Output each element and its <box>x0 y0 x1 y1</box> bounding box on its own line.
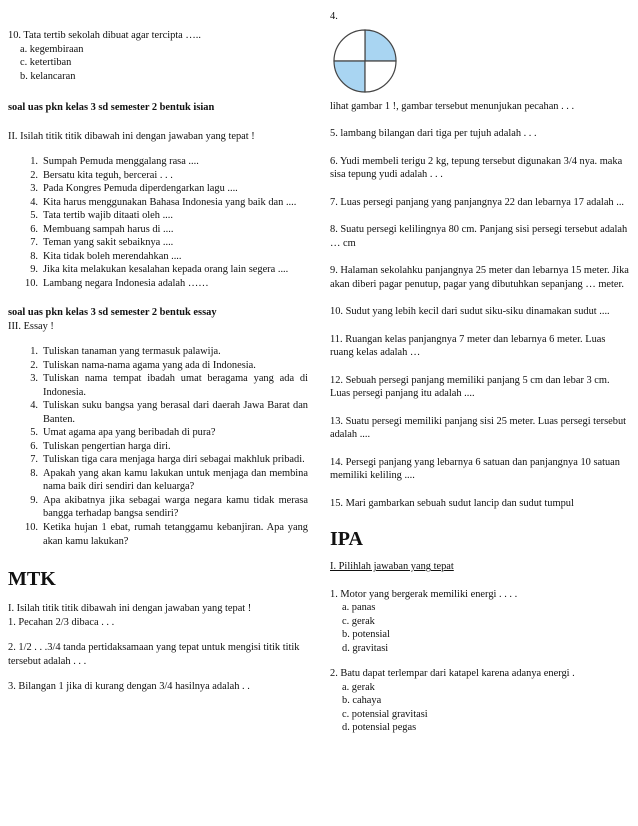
mtk-question-1: 1. Pecahan 2/3 dibaca . . . <box>8 616 115 628</box>
list-item-number: 3. <box>30 183 38 195</box>
list-item-text: Tuliskan tanaman yang termasuk palawija. <box>43 346 221 358</box>
mtk-question-6: 6. Yudi membeli terigu 2 kg, tepung tersebut digunakan 3/4 nya. maka sisa tepung yudi adalah . . . <box>330 155 623 181</box>
isian-instruction: II. Isilah titik titik dibawah ini dengan jawaban yang tepat ! <box>8 130 255 142</box>
list-item-text: Tuliskan pengertian harga diri. <box>43 440 171 452</box>
ipa-q1-option-d: d. gravitasi <box>342 642 389 654</box>
ipa-question-2: 2. Batu dapat terlempar dari katapel karena adanya energi . <box>330 668 575 680</box>
mtk-instruction: I. Isilah titik titik dibawah ini dengan jawaban yang tepat ! <box>8 603 252 615</box>
list-item-number: 10. <box>25 521 38 533</box>
list-item-number: 1. <box>30 346 38 358</box>
list-item <box>16 372 308 399</box>
list-item-number: 9. <box>30 494 38 506</box>
list-item-number: 5. <box>30 427 38 439</box>
mtk-question-13: 13. Suatu persegi memiliki panjang sisi 25 meter. Luas persegi tersebut adalah .... <box>330 415 627 441</box>
ipa-q2-option-d: d. potensial pegas <box>342 722 417 734</box>
list-item-number: 2. <box>30 359 38 371</box>
mtk-question-5: 5. lambang bilangan dari tiga per tujuh adalah . . . <box>330 128 537 140</box>
mtk-question-8: 8. Suatu persegi kelilingnya 80 cm. Panjang sisi persegi tersebut adalah … cm <box>330 224 628 249</box>
list-item-number: 4. <box>30 400 38 412</box>
list-item <box>16 250 308 264</box>
list-item-text: Tata tertib wajib ditaati oleh .... <box>43 210 173 222</box>
list-item <box>16 494 308 521</box>
list-item <box>16 223 308 237</box>
list-item <box>16 155 308 169</box>
ipa-q1-option-c: c. gerak <box>342 615 375 627</box>
list-item-text: Kita harus menggunakan Bahasa Indonesia yang baik dan .... <box>43 196 297 208</box>
list-item-number: 6. <box>30 223 38 235</box>
pkn-q10-option-b: b. kelancaran <box>20 70 76 82</box>
pkn-q10-question: 10. Tata tertib sekolah dibuat agar tercipta ….. <box>8 30 201 41</box>
list-item <box>16 426 308 440</box>
circle-quarter-bottom-right <box>365 61 396 92</box>
list-item <box>16 169 308 183</box>
ipa-q1-option-a: a. panas <box>342 602 376 614</box>
essay-instruction: III. Essay ! <box>8 320 54 332</box>
list-item-number: 3. <box>30 373 38 385</box>
mtk-heading: MTK <box>8 568 56 591</box>
ipa-q2-option-c: c. potensial gravitasi <box>342 708 428 720</box>
ipa-q2-option-a: a. gerak <box>342 681 375 693</box>
mtk-question-9: 9. Halaman sekolahku panjangnya 25 meter dan lebarnya 15 meter. Jika akan diberi pagar penutup, pagar yang dibutuhkan sepanjang … meter. <box>330 265 629 290</box>
list-item-number: 8. <box>30 250 38 262</box>
list-item-number: 2. <box>30 169 38 181</box>
list-item-number: 9. <box>30 264 38 276</box>
ipa-q2-option-b: b. cahaya <box>342 695 382 707</box>
list-item-text: Ketika hujan 1 ebat, rumah tetanggamu kebanjiran. Apa yang akan kamu lakukan? <box>43 521 308 547</box>
list-item <box>16 277 308 291</box>
essay-list <box>16 345 308 548</box>
essay-section-title: soal uas pkn kelas 3 sd semester 2 bentuk essay <box>8 307 217 319</box>
list-item <box>16 182 308 196</box>
list-item-text: Sumpah Pemuda menggalang rasa .... <box>43 156 199 168</box>
list-item-text: Teman yang sakit sebaiknya .... <box>43 237 174 249</box>
ipa-instruction: I. Pilihlah jawaban yang tepat <box>330 561 454 573</box>
mtk-question-2: 2. 1/2 . . .3/4 tanda pertidaksamaan yang tepat untuk mengisi titik titik tersebut adalah . . . <box>8 642 300 667</box>
list-item <box>16 359 308 373</box>
list-item <box>16 263 308 277</box>
list-item <box>16 453 308 467</box>
list-item <box>16 440 308 454</box>
list-item-text: Umat agama apa yang beribadah di pura? <box>43 427 216 439</box>
circle-quarter-top-left <box>334 30 365 61</box>
list-item-text: Tuliskan suku bangsa yang berasal dari daerah Jawa Barat dan Banten. <box>43 400 308 425</box>
list-item-text: Membuang sampah harus di .... <box>43 223 174 235</box>
mtk-question-11: 11. Ruangan kelas panjangnya 7 meter dan lebarnya 6 meter. Luas ruang kelas adalah … <box>330 333 606 359</box>
mtk-question-3: 3. Bilangan 1 jika di kurang dengan 3/4 hasilnya adalah . . <box>8 681 250 693</box>
pkn-q10-option-c: c. ketertiban <box>20 57 72 69</box>
ipa-q1-option-b: b. potensial <box>342 629 390 641</box>
list-item <box>16 345 308 359</box>
list-item-number: 6. <box>30 440 38 452</box>
ipa-question-1: 1. Motor yang bergerak memiliki energi . . . . <box>330 588 518 600</box>
list-item-text: Tuliskan nama tempat ibadah umat beragama yang ada di Indonesia. <box>43 373 308 398</box>
list-item-text: Pada Kongres Pemuda diperdengarkan lagu .... <box>43 183 238 195</box>
list-item <box>16 209 308 223</box>
mtk-question-4-number: 4. <box>330 11 338 22</box>
list-item-text: Jika kita melakukan kesalahan kepada orang lain segera .... <box>43 264 289 276</box>
left-column <box>8 0 308 694</box>
list-item-text: Tuliskan tiga cara menjaga harga diri sebagai makhluk pribadi. <box>43 454 305 466</box>
pkn-q10-option-a: a. kegembiraan <box>20 43 84 55</box>
list-item-number: 7. <box>30 454 38 466</box>
mtk-question-10: 10. Sudut yang lebih kecil dari sudut siku-siku dinamakan sudut .... <box>330 306 610 318</box>
list-item-number: 10. <box>25 277 38 289</box>
list-item-text: Lambang negara Indonesia adalah …… <box>43 277 209 289</box>
list-item-text: Kita tidak boleh merendahkan .... <box>43 250 182 262</box>
isian-list <box>16 155 308 290</box>
mtk-question-15: 15. Mari gambarkan sebuah sudut lancip dan sudut tumpul <box>330 497 574 509</box>
mtk-question-7: 7. Luas persegi panjang yang panjangnya 22 dan lebarnya 17 adalah ... <box>330 196 625 208</box>
fraction-circle-figure <box>330 26 400 96</box>
list-item-text: Tuliskan nama-nama agama yang ada di Indonesia. <box>43 359 256 371</box>
list-item <box>16 467 308 494</box>
list-item-number: 4. <box>30 196 38 208</box>
mtk-question-4-text: lihat gambar 1 !, gambar tersebut menunjukan pecahan . . . <box>330 100 575 112</box>
list-item <box>16 521 308 548</box>
mtk-question-14: 14. Persegi panjang yang lebarnya 6 satuan dan panjangnya 10 satuan memiliki keliling .... <box>330 456 620 482</box>
list-item-number: 5. <box>30 210 38 222</box>
isian-section-title: soal uas pkn kelas 3 sd semester 2 bentuk isian <box>8 102 215 114</box>
list-item-text: Bersatu kita teguh, bercerai . . . <box>43 169 173 181</box>
list-item-number: 8. <box>30 467 38 479</box>
list-item <box>16 399 308 426</box>
list-item <box>16 196 308 210</box>
circle-quarter-top-right <box>365 30 396 61</box>
mtk-question-12: 12. Sebuah persegi panjang memiliki panjang 5 cm dan lebar 3 cm. Luas persegi panjang itu adalah .... <box>330 374 610 400</box>
list-item-text: Apa akibatnya jika sebagai warga negara kamu tidak merasa bangga terhadap bangsa sendiri? <box>43 494 308 520</box>
list-item-text: Apakah yang akan kamu lakukan untuk menjaga dan membina nama baik diri sendiri dan keluarga? <box>43 467 308 493</box>
right-column <box>330 0 630 735</box>
list-item-number: 1. <box>30 156 38 168</box>
circle-quarter-bottom-left <box>334 61 365 92</box>
list-item <box>16 236 308 250</box>
ipa-heading: IPA <box>330 528 363 551</box>
list-item-number: 7. <box>30 237 38 249</box>
